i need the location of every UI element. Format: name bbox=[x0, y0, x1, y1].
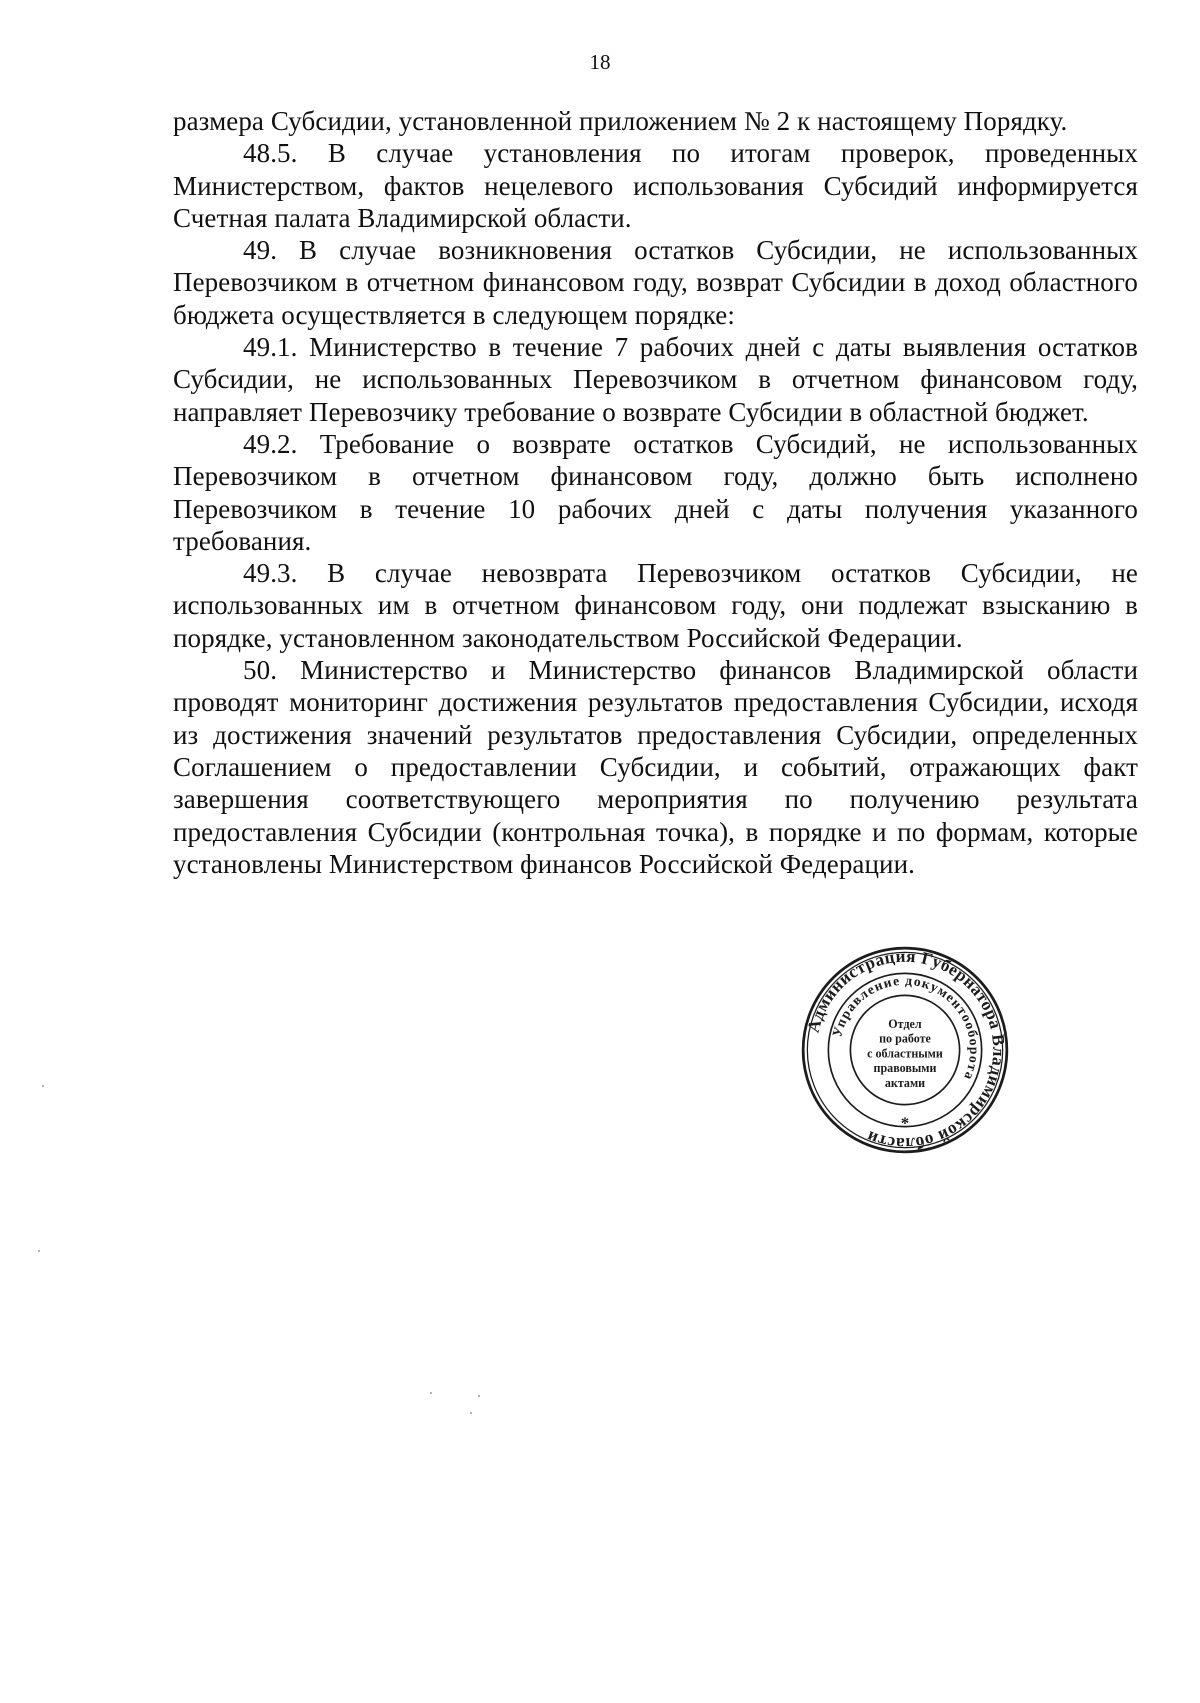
paragraph-49-1: 49.1. Министерство в течение 7 рабочих дней с даты выявления остатков Субсидии, не использованных Перевозчиком в отчетном финансовом году, направляет Перевозчику требование о возврате Субсидии в областной бюджет. bbox=[173, 332, 1138, 427]
paragraph-48-5: 48.5. В случае установления по итогам проверок, проведенных Министерством, фактов нецелевого использования Субсидий информируется Счетная палата Владимирской области. bbox=[173, 138, 1138, 233]
scan-speck bbox=[470, 1412, 472, 1414]
seal-center-line-2: по работе bbox=[879, 1031, 931, 1046]
scan-speck bbox=[38, 1250, 40, 1252]
paragraph-49-2: 49.2. Требование о возврате остатков Субсидий, не использованных Перевозчиком в отчетном финансовом году, должно быть исполнено Перевозчиком в течение 10 рабочих дней с даты получения указанного требования. bbox=[173, 428, 1138, 556]
paragraph-continuation: размера Субсидии, установленной приложением № 2 к настоящему Порядку. bbox=[173, 106, 1068, 136]
seal-center-line-3: с областными bbox=[867, 1046, 943, 1061]
scan-speck bbox=[42, 1085, 44, 1087]
paragraph-49-3: 49.3. В случае невозврата Перевозчиком остатков Субсидии, не использованных им в отчетном финансовом году, они подлежат взысканию в порядке, установленном законодательством Российской Федерации. bbox=[173, 558, 1138, 653]
page-number: 18 bbox=[589, 50, 611, 74]
scan-speck bbox=[430, 1392, 432, 1394]
seal-inner-text: Управление документооборота bbox=[829, 972, 983, 1084]
paragraph-50: 50. Министерство и Министерство финансов Владимирской области проводят мониторинг достижения результатов предоставления Субсидии, исходя из достижения значений результатов предоставления Субсидии, определенных Соглашением о предоставлении Субсидии, и событий, отражающих факт завершения соответствующего мероприятия по получению результата предоставления Субсидии (контрольная точка), в порядке и по формам, которые установлены Министерством финансов Российской Федерации. bbox=[173, 655, 1138, 879]
seal-center-line-5: актами bbox=[884, 1075, 926, 1090]
seal-center-line-1: Отдел bbox=[888, 1016, 922, 1031]
seal-star: * bbox=[900, 1113, 910, 1133]
official-seal bbox=[800, 945, 1010, 1155]
seal-outer-text: Администрация Губернатора Владимирской области bbox=[803, 946, 1009, 1154]
document-body bbox=[173, 105, 1138, 880]
scan-speck bbox=[478, 1395, 480, 1397]
seal-center-line-4: правовыми bbox=[873, 1061, 937, 1076]
paragraph-49: 49. В случае возникновения остатков Субсидии, не использованных Перевозчиком в отчетном финансовом году, возврат Субсидии в доход областного бюджета осуществляется в следующем порядке: bbox=[173, 235, 1138, 330]
